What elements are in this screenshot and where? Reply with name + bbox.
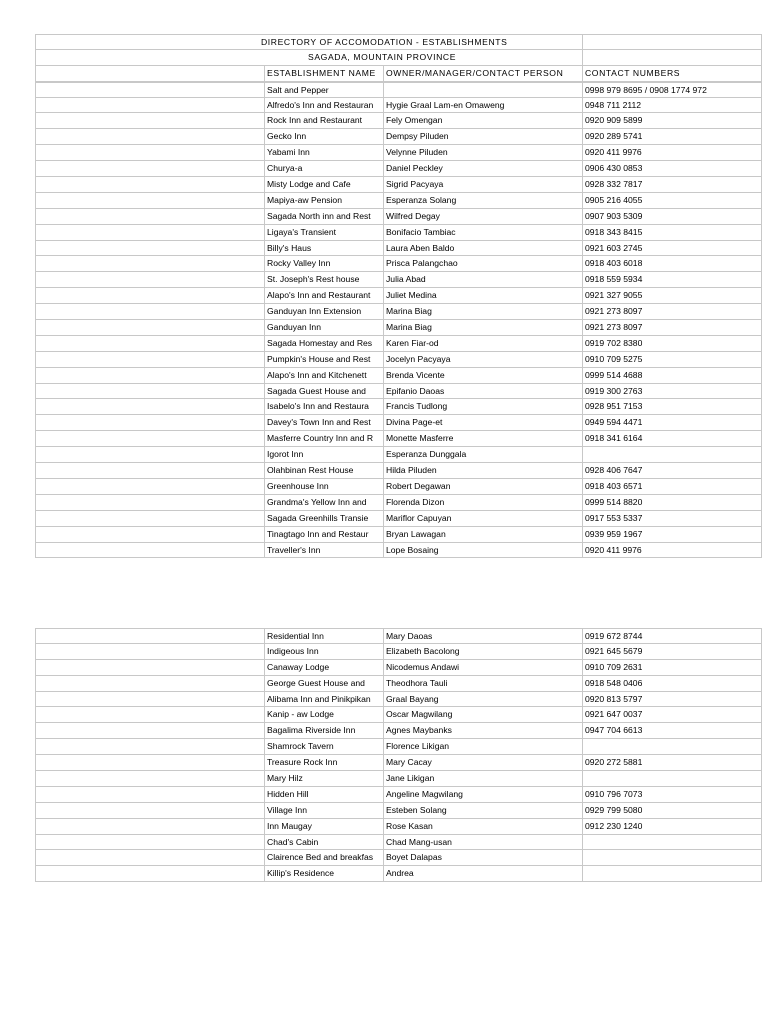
table-row xyxy=(35,543,762,559)
establishment-name-cell: Rock Inn and Restaurant xyxy=(264,113,383,128)
establishment-name-cell: Residential Inn xyxy=(264,629,383,643)
contact-number-cell: 0919 672 8744 xyxy=(582,629,762,643)
contact-number-cell: 0921 327 9055 xyxy=(582,288,762,303)
contact-number-cell: 0928 951 7153 xyxy=(582,399,762,414)
contact-number-cell: 0912 230 1240 xyxy=(582,819,762,834)
owner-cell: Angeline Magwilang xyxy=(383,787,582,802)
table-row xyxy=(35,527,762,543)
contact-number-cell: 0919 702 8380 xyxy=(582,336,762,351)
contact-number-cell: 0949 594 4471 xyxy=(582,415,762,430)
establishment-name-cell: Ligaya's Transient xyxy=(264,225,383,240)
owner-cell: Agnes Maybanks xyxy=(383,723,582,738)
table-row xyxy=(35,256,762,272)
contact-number-cell: 0999 514 8820 xyxy=(582,495,762,510)
owner-cell: Jane Likigan xyxy=(383,771,582,786)
table-row xyxy=(35,850,762,866)
contact-number-cell: 0928 332 7817 xyxy=(582,177,762,192)
contact-number-cell: 0939 959 1967 xyxy=(582,527,762,542)
owner-cell: Hilda Piluden xyxy=(383,463,582,478)
table-row xyxy=(35,129,762,145)
owner-cell: Jocelyn Pacyaya xyxy=(383,352,582,367)
table-row xyxy=(35,320,762,336)
establishment-name-cell: Salt and Pepper xyxy=(264,83,383,97)
directory-subtitle: SAGADA, MOUNTAIN PROVINCE xyxy=(308,51,457,62)
table-row xyxy=(35,660,762,676)
contact-number-cell: 0918 403 6571 xyxy=(582,479,762,494)
table-row xyxy=(35,644,762,660)
owner-cell: Lope Bosaing xyxy=(383,543,582,558)
table-row xyxy=(35,463,762,479)
table-row xyxy=(35,739,762,755)
establishment-name-cell: Greenhouse Inn xyxy=(264,479,383,494)
owner-cell: Sigrid Pacyaya xyxy=(383,177,582,192)
owner-cell: Divina Page-et xyxy=(383,415,582,430)
contact-number-cell: 0917 553 5337 xyxy=(582,511,762,526)
contact-number-cell: 0998 979 8695 / 0908 1774 972 xyxy=(582,83,762,97)
owner-cell: Juliet Medina xyxy=(383,288,582,303)
establishment-name-cell: Indigeous Inn xyxy=(264,644,383,659)
owner-cell: Monette Masferre xyxy=(383,431,582,446)
owner-cell: Esperanza Dunggala xyxy=(383,447,582,462)
table-row xyxy=(35,431,762,447)
contact-number-cell: 0910 796 7073 xyxy=(582,787,762,802)
establishment-name-cell: Alapo's Inn and Kitchenett xyxy=(264,368,383,383)
contact-number-cell xyxy=(582,739,762,754)
contact-number-cell: 0918 559 5934 xyxy=(582,272,762,287)
header-row xyxy=(35,66,762,82)
table-row xyxy=(35,368,762,384)
establishment-name-cell: Gecko Inn xyxy=(264,129,383,144)
establishment-name-cell: Hidden Hill xyxy=(264,787,383,802)
contact-number-cell: 0918 343 8415 xyxy=(582,225,762,240)
establishment-name-cell: Mary Hilz xyxy=(264,771,383,786)
directory-table-2 xyxy=(35,628,762,882)
contact-number-cell: 0921 645 5679 xyxy=(582,644,762,659)
contact-number-cell: 0918 403 6018 xyxy=(582,256,762,271)
table-row xyxy=(35,336,762,352)
establishment-name-cell: Ganduyan Inn xyxy=(264,320,383,335)
establishment-name-cell: Masferre Country Inn and R xyxy=(264,431,383,446)
owner-cell: Dempsy Piluden xyxy=(383,129,582,144)
contact-number-cell: 0907 903 5309 xyxy=(582,209,762,224)
owner-cell xyxy=(383,83,582,97)
establishment-name-cell: Churya-a xyxy=(264,161,383,176)
owner-cell: Graal Bayang xyxy=(383,692,582,707)
owner-cell: Brenda Vicente xyxy=(383,368,582,383)
contact-number-cell: 0906 430 0853 xyxy=(582,161,762,176)
owner-cell: Wilfred Degay xyxy=(383,209,582,224)
contact-number-cell: 0910 709 5275 xyxy=(582,352,762,367)
table-row xyxy=(35,288,762,304)
contact-number-cell xyxy=(582,850,762,865)
establishment-name-cell: Traveller's Inn xyxy=(264,543,383,558)
table-row xyxy=(35,113,762,129)
table-row xyxy=(35,241,762,257)
owner-cell: Nicodemus Andawi xyxy=(383,660,582,675)
owner-cell: Chad Mang-usan xyxy=(383,835,582,850)
table-row xyxy=(35,511,762,527)
table-row xyxy=(35,692,762,708)
establishment-name-cell: Mapiya-aw Pension xyxy=(264,193,383,208)
owner-cell: Hygie Graal Lam-en Omaweng xyxy=(383,98,582,113)
owner-cell: Fely Omengan xyxy=(383,113,582,128)
table-row xyxy=(35,98,762,114)
establishment-name-cell: Alfredo's Inn and Restauran xyxy=(264,98,383,113)
contact-number-cell: 0948 711 2112 xyxy=(582,98,762,113)
owner-cell: Bryan Lawagan xyxy=(383,527,582,542)
establishment-name-cell: Grandma's Yellow Inn and xyxy=(264,495,383,510)
table-row xyxy=(35,676,762,692)
owner-cell: Mary Cacay xyxy=(383,755,582,770)
table-row xyxy=(35,145,762,161)
table-row xyxy=(35,399,762,415)
establishment-name-cell: Sagada North inn and Rest xyxy=(264,209,383,224)
table-row xyxy=(35,819,762,835)
contact-number-cell xyxy=(582,447,762,462)
establishment-name-cell: Isabelo's Inn and Restaura xyxy=(264,399,383,414)
establishment-name-cell: Treasure Rock Inn xyxy=(264,755,383,770)
table-row xyxy=(35,225,762,241)
establishment-name-cell: Sagada Homestay and Res xyxy=(264,336,383,351)
title-row xyxy=(35,34,762,50)
table-row xyxy=(35,384,762,400)
owner-cell: Elizabeth Bacolong xyxy=(383,644,582,659)
owner-cell: Esteben Solang xyxy=(383,803,582,818)
owner-cell: Karen Fiar-od xyxy=(383,336,582,351)
directory-table-1 xyxy=(35,34,762,558)
contact-number-cell: 0921 273 8097 xyxy=(582,320,762,335)
establishment-name-cell: Sagada Greenhills Transie xyxy=(264,511,383,526)
contact-number-cell: 0919 300 2763 xyxy=(582,384,762,399)
owner-cell: Theodhora Tauli xyxy=(383,676,582,691)
owner-cell: Marina Biag xyxy=(383,320,582,335)
table-row xyxy=(35,304,762,320)
contact-number-cell: 0928 406 7647 xyxy=(582,463,762,478)
table-row xyxy=(35,495,762,511)
contact-number-cell: 0918 341 6164 xyxy=(582,431,762,446)
owner-cell: Rose Kasan xyxy=(383,819,582,834)
owner-cell: Julia Abad xyxy=(383,272,582,287)
establishment-name-cell: Igorot Inn xyxy=(264,447,383,462)
contact-number-cell: 0999 514 4688 xyxy=(582,368,762,383)
owner-cell: Mariflor Capuyan xyxy=(383,511,582,526)
owner-cell: Laura Aben Baldo xyxy=(383,241,582,256)
contact-number-cell: 0918 548 0406 xyxy=(582,676,762,691)
owner-cell: Bonifacio Tambiac xyxy=(383,225,582,240)
contact-number-cell: 0920 411 9976 xyxy=(582,543,762,558)
owner-cell: Marina Biag xyxy=(383,304,582,319)
establishment-name-cell: Tinagtago Inn and Restaur xyxy=(264,527,383,542)
table-row xyxy=(35,803,762,819)
contact-number-cell xyxy=(582,866,762,881)
owner-cell: Epifanio Daoas xyxy=(383,384,582,399)
owner-cell: Daniel Peckley xyxy=(383,161,582,176)
owner-cell: Esperanza Solang xyxy=(383,193,582,208)
table-row xyxy=(35,628,762,644)
owner-cell: Robert Degawan xyxy=(383,479,582,494)
table-row xyxy=(35,272,762,288)
establishment-name-cell: George Guest House and xyxy=(264,676,383,691)
contact-number-cell: 0921 647 0037 xyxy=(582,707,762,722)
establishment-name-cell: Village Inn xyxy=(264,803,383,818)
owner-cell: Boyet Dalapas xyxy=(383,850,582,865)
establishment-name-cell: Sagada Guest House and xyxy=(264,384,383,399)
contact-number-cell xyxy=(582,835,762,850)
establishment-name-cell: St. Joseph's Rest house xyxy=(264,272,383,287)
establishment-name-cell: Ganduyan Inn Extension xyxy=(264,304,383,319)
table-row xyxy=(35,352,762,368)
table-row xyxy=(35,177,762,193)
table-row xyxy=(35,723,762,739)
contact-number-cell: 0920 813 5797 xyxy=(582,692,762,707)
owner-cell: Florenda Dizon xyxy=(383,495,582,510)
establishment-name-cell: Clairence Bed and breakfas xyxy=(264,850,383,865)
table-row xyxy=(35,193,762,209)
contact-number-cell: 0920 909 5899 xyxy=(582,113,762,128)
contact-number-cell: 0920 289 5741 xyxy=(582,129,762,144)
contact-number-cell: 0910 709 2631 xyxy=(582,660,762,675)
owner-cell: Velynne Piluden xyxy=(383,145,582,160)
establishment-name-cell: Olahbinan Rest House xyxy=(264,463,383,478)
establishment-name-cell: Kanip - aw Lodge xyxy=(264,707,383,722)
establishment-name-cell: Shamrock Tavern xyxy=(264,739,383,754)
table-row xyxy=(35,771,762,787)
owner-cell: Francis Tudlong xyxy=(383,399,582,414)
subtitle-row xyxy=(35,50,762,66)
establishment-name-cell: Billy's Haus xyxy=(264,241,383,256)
table-row xyxy=(35,866,762,882)
contact-number-cell: 0921 603 2745 xyxy=(582,241,762,256)
header-establishment-name: ESTABLISHMENT NAME xyxy=(264,66,383,81)
contact-number-cell: 0947 704 6613 xyxy=(582,723,762,738)
owner-cell: Oscar Magwilang xyxy=(383,707,582,722)
table-row xyxy=(35,415,762,431)
owner-cell: Andrea xyxy=(383,866,582,881)
directory-title: DIRECTORY OF ACCOMODATION - ESTABLISHMENTS xyxy=(261,37,508,47)
owner-cell: Florence Likigan xyxy=(383,739,582,754)
table-row xyxy=(35,82,762,98)
establishment-name-cell: Inn Maugay xyxy=(264,819,383,834)
header-contact-numbers: CONTACT NUMBERS xyxy=(582,66,762,81)
establishment-name-cell: Misty Lodge and Cafe xyxy=(264,177,383,192)
header-owner-contact: OWNER/MANAGER/CONTACT PERSON xyxy=(383,66,582,81)
establishment-name-cell: Davey's Town Inn and Rest xyxy=(264,415,383,430)
establishment-name-cell: Pumpkin's House and Rest xyxy=(264,352,383,367)
table-row xyxy=(35,209,762,225)
establishment-name-cell: Canaway Lodge xyxy=(264,660,383,675)
establishment-name-cell: Bagalima Riverside Inn xyxy=(264,723,383,738)
table-row xyxy=(35,787,762,803)
table-row xyxy=(35,447,762,463)
contact-number-cell: 0920 272 5881 xyxy=(582,755,762,770)
establishment-name-cell: Killip's Residence xyxy=(264,866,383,881)
establishment-name-cell: Rocky Valley Inn xyxy=(264,256,383,271)
contact-number-cell: 0921 273 8097 xyxy=(582,304,762,319)
establishment-name-cell: Alibama Inn and Pinikpikan xyxy=(264,692,383,707)
table-row xyxy=(35,835,762,851)
establishment-name-cell: Alapo's Inn and Restaurant xyxy=(264,288,383,303)
owner-cell: Mary Daoas xyxy=(383,629,582,643)
owner-cell: Prisca Palangchao xyxy=(383,256,582,271)
establishment-name-cell: Chad's Cabin xyxy=(264,835,383,850)
contact-number-cell: 0929 799 5080 xyxy=(582,803,762,818)
contact-number-cell: 0905 216 4055 xyxy=(582,193,762,208)
establishment-name-cell: Yabami Inn xyxy=(264,145,383,160)
table-row xyxy=(35,161,762,177)
table-row xyxy=(35,707,762,723)
table-row xyxy=(35,755,762,771)
table-row xyxy=(35,479,762,495)
contact-number-cell: 0920 411 9976 xyxy=(582,145,762,160)
contact-number-cell xyxy=(582,771,762,786)
